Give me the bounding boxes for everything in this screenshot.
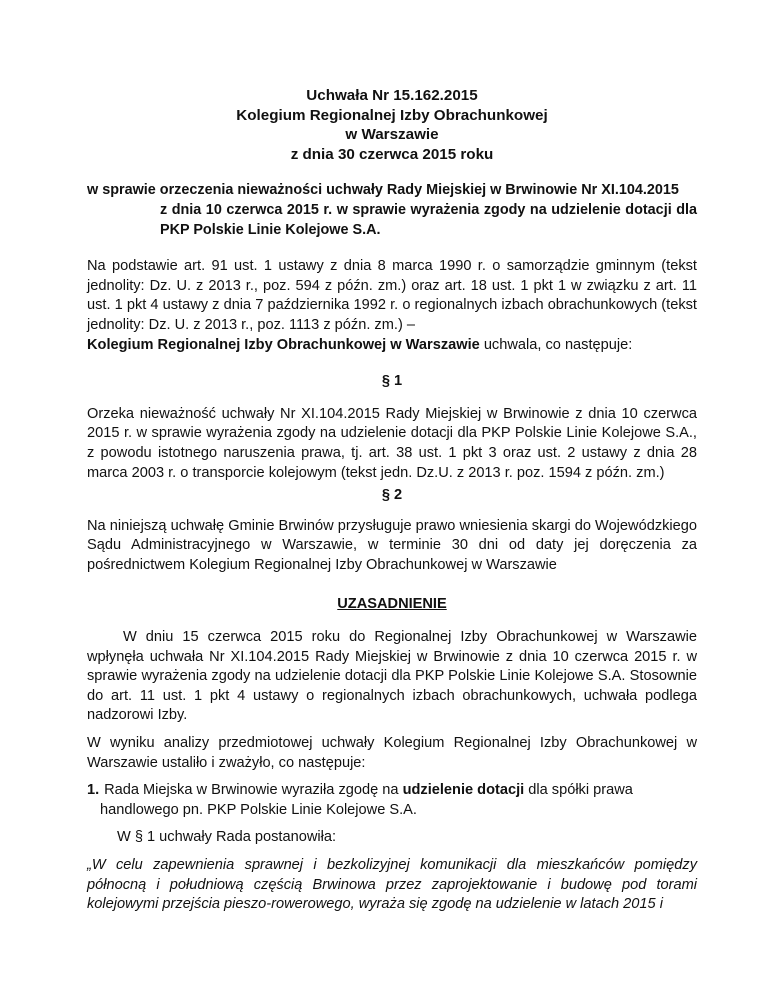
list-item-1-bold: udzielenie dotacji [402, 782, 525, 799]
resolution-subject [87, 181, 697, 240]
subject-first-line: w sprawie orzeczenia nieważności uchwały Rady Miejskiej w Brwinowie Nr XI.104.2015 [87, 182, 679, 199]
legal-basis-body-name: Kolegium Regionalnej Izby Obrachunkowej w Warszawie [87, 336, 480, 353]
section-2-mark: § 2 [381, 487, 403, 504]
resolution-number: Uchwała Nr 15.162.2015 [306, 87, 478, 104]
justification-heading: UZASADNIENIE [337, 596, 447, 613]
subject-continuation: z dnia 10 czerwca 2015 r. w sprawie wyrażenia zgody na udzielenie dotacji dla PKP Polskie Linie Kolejowe S.A. [160, 201, 697, 238]
quoted-resolution-text: „W celu zapewnienia sprawnej i bezkolizyjnej komunikacji dla mieszkańców pomiędzy północną i południową częścią Brwinowa przez zaprojektowanie i budowę pod torami kolejowymi przejścia pieszo-rowerowego, wyraża się zgodę na udzielenie w latach 2015 i [87, 857, 697, 913]
issuing-city: w Warszawie [345, 126, 439, 144]
section-1-mark: § 1 [381, 373, 403, 390]
legal-basis-text: Na podstawie art. 91 ust. 1 ustawy z dnia 8 marca 1990 r. o samorządzie gminnym (tekst jednolity: Dz. U. z 2013 r., poz. 594 z późn. zm.) oraz art. 18 ust. 1 pkt 1 w związku z art. 11 ust. 1 pkt 4 ustawy z dnia 7 października 1992 r. o regionalnych izbach obrachunkowych (tekst jednolity: Dz. U. z 2013 r., poz. 1113 z późn. zm.) – [87, 258, 697, 333]
document-page [87, 86, 697, 915]
section-2-text: Na niniejszą uchwałę Gminie Brwinów przysługuje prawo wniesienia skargi do Wojewódzkiego Sądu Administracyjnego w Warszawie, w terminie 30 dni od daty jej doręczenia za pośrednictwem Kolegium Regionalnej Izby Obrachunkowej w Warszawie [87, 517, 697, 573]
list-item-1-before: Rada Miejska w Brwinowie wyraziła zgodę na [104, 782, 403, 799]
issuing-body: Kolegium Regionalnej Izby Obrachunkowej [236, 106, 548, 124]
resolution-title-block [87, 86, 697, 164]
list-item-1-after: dla spółki prawa [524, 782, 633, 799]
list-item-1 [87, 781, 697, 820]
legal-basis-paragraph [87, 257, 697, 355]
legal-basis-resolves: uchwala, co następuje: [479, 336, 633, 353]
justification-paragraph-2: W wyniku analizy przedmiotowej uchwały Kolegium Regionalnej Izby Obrachunkowej w Warszawie ustaliło i zważyło, co następuje: [87, 735, 697, 771]
section-1-text: Orzeka nieważność uchwały Nr XI.104.2015 Rady Miejskiej w Brwinowie z dnia 10 czerwca 2015 r. w sprawie wyrażenia zgody na udzielenie dotacji dla PKP Polskie Linie Kolejowe S.A., z powodu istotnego naruszenia prawa, tj. art. 38 ust. 1 pkt 3 oraz ust. 2 ustawy z dnia 28 marca 2003 r. o transporcie kolejowym (tekst jedn. Dz.U. z 2013 r. poz. 1594 z późn. zm.) [87, 405, 697, 481]
justification-paragraph-1: W dniu 15 czerwca 2015 roku do Regionalnej Izby Obrachunkowej w Warszawie wpłynęła uchwała Nr XI.104.2015 Rady Miejskiej w Brwinowie z dnia 10 czerwca 2015 r. w sprawie wyrażenia zgody na udzielenie dotacji dla PKP Polskie Linie Kolejowe S.A. Stosownie do art. 11 ust. 1 pkt 4 ustawy o regionalnych izbach obrachunkowych, uchwała podlega nadzorowi Izby. [87, 629, 697, 724]
list-item-1-line2: handlowego pn. PKP Polskie Linie Kolejowe S.A. [100, 801, 417, 818]
list-item-1-body [100, 781, 697, 820]
resolution-date: z dnia 30 czerwca 2015 roku [290, 145, 494, 163]
section-1-intro-line: W § 1 uchwały Rada postanowiła: [117, 829, 337, 846]
list-item-1-number: 1. [87, 782, 100, 799]
